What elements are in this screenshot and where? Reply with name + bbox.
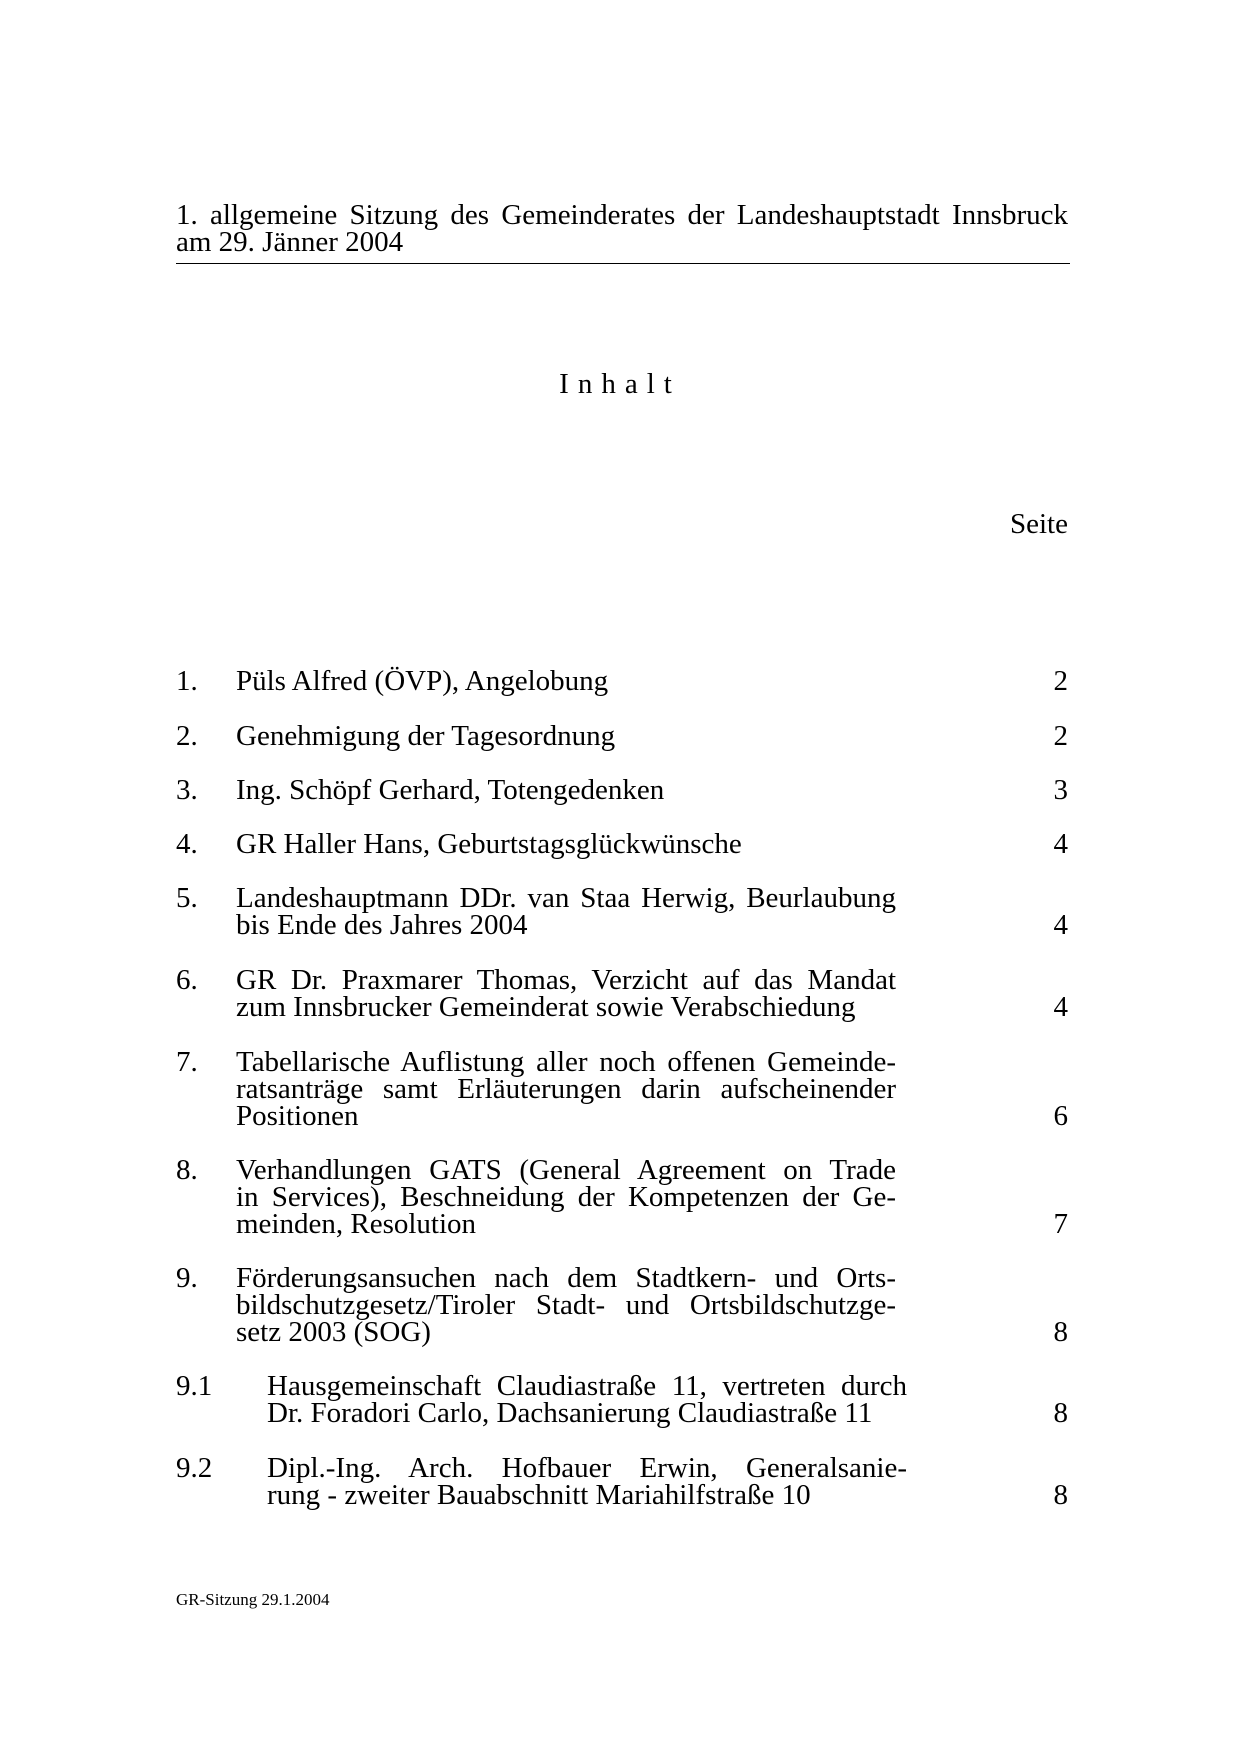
toc-entry-page-number: 8 [1053, 1397, 1068, 1429]
toc-entry-title-line: Tabellarische Auflistung aller noch offenen Gemeinde- [236, 1046, 896, 1078]
toc-entry-title-line: bildschutzgesetz/Tiroler Stadt- und Ortsbildschutzge- [236, 1289, 896, 1321]
toc-entry-title [236, 828, 896, 860]
toc-entry-number: 7. [176, 1046, 198, 1078]
header-line-2: am 29. Jänner 2004 [176, 226, 404, 258]
toc-entry-title [236, 1262, 896, 1348]
toc-entry-page-number: 4 [1053, 909, 1068, 941]
toc-entry-number: 9.2 [176, 1452, 213, 1484]
toc-entry-title-line: setz 2003 (SOG) [236, 1316, 431, 1348]
toc-entry-page-number: 8 [1053, 1316, 1068, 1348]
toc-entry-number: 8. [176, 1154, 198, 1186]
toc-entry-title [267, 1452, 907, 1511]
toc-entry-number: 3. [176, 774, 198, 806]
toc-entry-number: 5. [176, 882, 198, 914]
header-divider [176, 263, 1070, 264]
toc-entry-title-line: Hausgemeinschaft Claudiastraße 11, vertreten durch [267, 1370, 907, 1402]
toc-entry-title-line: Dr. Foradori Carlo, Dachsanierung Claudiastraße 11 [267, 1397, 873, 1429]
toc-entry-title-line: in Services), Beschneidung der Kompetenzen der Ge- [236, 1181, 896, 1213]
toc-entry-number: 9. [176, 1262, 198, 1294]
toc-entry-number: 4. [176, 828, 198, 860]
toc-entry-title-line: GR Dr. Praxmarer Thomas, Verzicht auf das Mandat [236, 964, 896, 996]
toc-entry-number: 6. [176, 964, 198, 996]
toc-entry-page-number: 3 [1053, 774, 1068, 806]
toc-entry-title [236, 774, 896, 806]
toc-entry-title-line: GR Haller Hans, Geburtstagsglückwünsche [236, 828, 742, 860]
toc-entry-title-line: Ing. Schöpf Gerhard, Totengedenken [236, 774, 665, 806]
page-column-label: Seite [1010, 508, 1068, 540]
toc-entry-title-line: bis Ende des Jahres 2004 [236, 909, 528, 941]
toc-entry-title-line: ratsanträge samt Erläuterungen darin aufscheinender [236, 1073, 896, 1105]
document-header [176, 199, 1068, 258]
toc-entry-page-number: 4 [1053, 991, 1068, 1023]
toc-entry-title-line: Genehmigung der Tagesordnung [236, 720, 616, 752]
toc-entry-title-line: Förderungsansuchen nach dem Stadtkern- und Orts- [236, 1262, 896, 1294]
toc-entry-title [236, 720, 896, 752]
toc-entry-number: 9.1 [176, 1370, 213, 1402]
toc-entry-title-line: Landeshauptmann DDr. van Staa Herwig, Beurlaubung [236, 882, 896, 914]
toc-entry-title [236, 665, 896, 697]
toc-entry-page-number: 2 [1053, 665, 1068, 697]
toc-entry-title [236, 964, 896, 1023]
toc-entry-title-line: Positionen [236, 1100, 359, 1132]
toc-entry-title-line: meinden, Resolution [236, 1208, 477, 1240]
toc-entry-page-number: 6 [1053, 1100, 1068, 1132]
toc-entry-title-line: Verhandlungen GATS (General Agreement on Trade [236, 1154, 896, 1186]
toc-entry-title [267, 1370, 907, 1429]
toc-entry-page-number: 4 [1053, 828, 1068, 860]
toc-entry-title [236, 882, 896, 941]
header-line-1: 1. allgemeine Sitzung des Gemeinderates der Landeshauptstadt Innsbruck [176, 199, 1068, 231]
toc-entry-title-line: Püls Alfred (ÖVP), Angelobung [236, 665, 609, 697]
toc-entry-title-line: Dipl.-Ing. Arch. Hofbauer Erwin, Generalsanie- [267, 1452, 907, 1484]
page-title: Inhalt [559, 368, 681, 400]
toc-entry-page-number: 7 [1053, 1208, 1068, 1240]
toc-entry-title [236, 1046, 896, 1132]
toc-entry-number: 1. [176, 665, 198, 697]
page-footer: GR-Sitzung 29.1.2004 [176, 1590, 330, 1609]
toc-entry-page-number: 2 [1053, 720, 1068, 752]
toc-entry-page-number: 8 [1053, 1479, 1068, 1511]
toc-entry-title-line: zum Innsbrucker Gemeinderat sowie Verabschiedung [236, 991, 856, 1023]
toc-entry-number: 2. [176, 720, 198, 752]
toc-entry-title-line: rung - zweiter Bauabschnitt Mariahilfstraße 10 [267, 1479, 811, 1511]
toc-entry-title [236, 1154, 896, 1240]
